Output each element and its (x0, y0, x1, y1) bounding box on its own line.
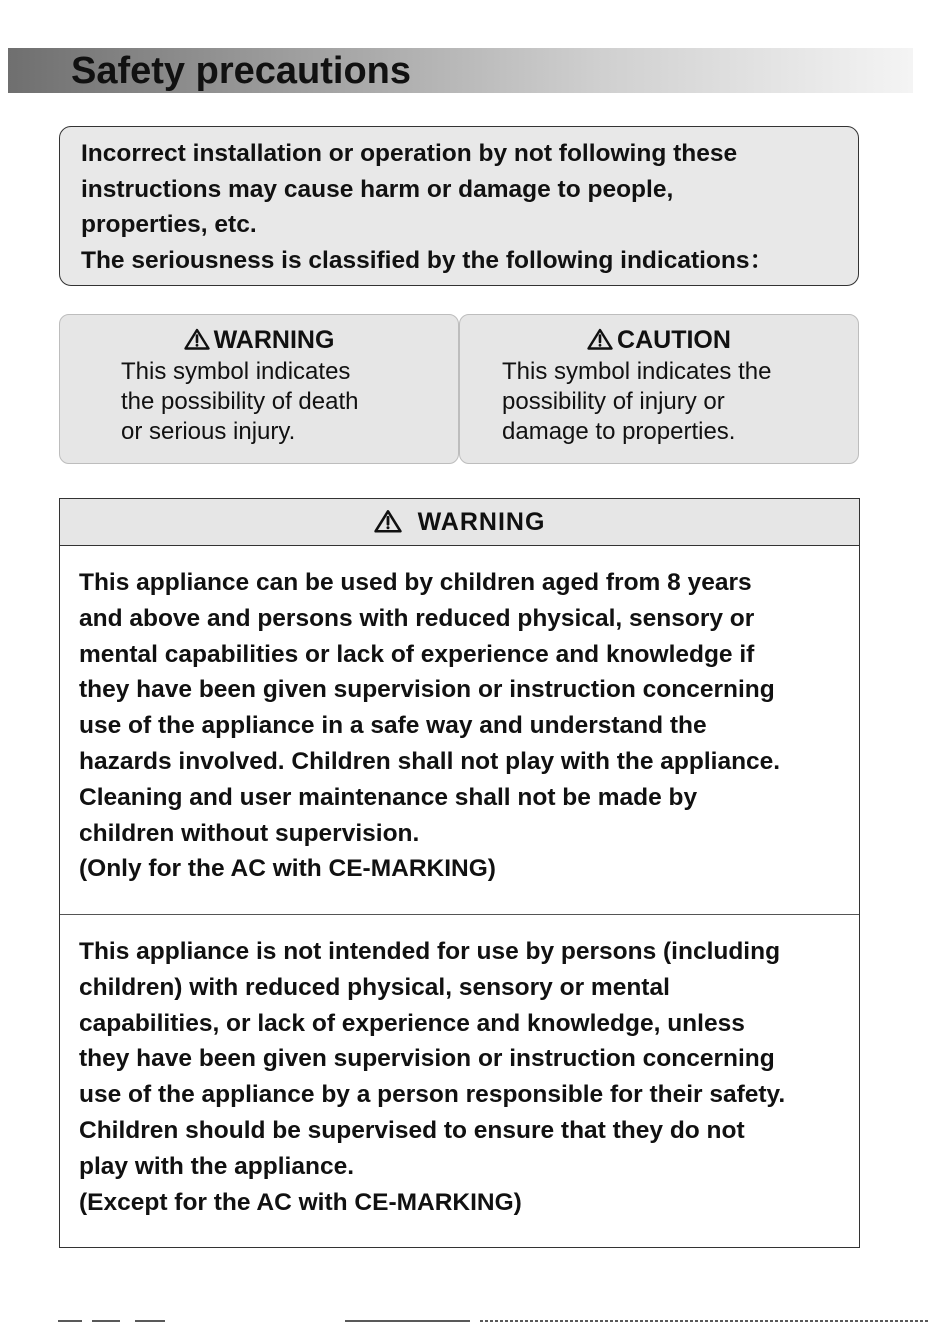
warning-description-line: the possibility of death (121, 388, 359, 415)
warning-section-children-ce (60, 546, 859, 915)
intro-line: Incorrect installation or operation by not following these (81, 140, 738, 167)
warning-text-line: mental capabilities or lack of experience and knowledge if (79, 640, 755, 668)
warning-text-line: they have been given supervision or instruction concerning (79, 676, 775, 704)
warning-text-line: This appliance is not intended for use by persons (including (79, 938, 781, 965)
page-title: Safety precautions (71, 50, 411, 92)
warning-text-line: Cleaning and user maintenance shall not be made by (79, 783, 698, 811)
warning-text-line: use of the appliance in a safe way and understand the (79, 712, 707, 740)
warning-text-line: capabilities, or lack of experience and knowledge, unless (79, 1009, 745, 1037)
warning-text-line: children) with reduced physical, sensory or mental (79, 973, 670, 1001)
warning-triangle-icon (184, 328, 210, 350)
warning-box-title: WARNING (417, 508, 546, 536)
warning-text-line: and above and persons with reduced physical, sensory or (79, 604, 755, 632)
warning-label: WARNING (213, 326, 335, 354)
warning-text-line: play with the appliance. (79, 1152, 355, 1180)
warning-content-box (59, 498, 860, 1248)
warning-description-line: or serious injury. (121, 418, 296, 445)
warning-text-line: children without supervision. (79, 819, 420, 847)
warning-text-line: Children should be supervised to ensure that they do not (79, 1116, 745, 1144)
warning-text-line: hazards involved. Children shall not play with the appliance. (79, 747, 781, 775)
warning-description (121, 357, 358, 447)
caution-label: CAUTION (617, 326, 731, 354)
intro-notice-box (59, 126, 859, 286)
warning-text-line: use of the appliance by a person responsible for their safety. (79, 1081, 786, 1109)
caution-description (502, 357, 771, 447)
caution-description-line: damage to properties. (502, 418, 736, 445)
caution-description-line: This symbol indicates the (502, 358, 772, 385)
intro-line: properties, etc. (81, 211, 257, 238)
intro-line: instructions may cause harm or damage to people, (81, 175, 674, 203)
warning-text-line: (Except for the AC with CE-MARKING) (79, 1188, 522, 1216)
warning-text-line: they have been given supervision or instruction concerning (79, 1045, 775, 1073)
warning-text-line: This appliance can be used by children aged from 8 years (79, 569, 752, 596)
warning-symbol-box (59, 314, 459, 464)
caution-description-line: possibility of injury or (502, 388, 725, 415)
page-edge-marks (0, 1318, 933, 1324)
warning-triangle-icon (374, 509, 402, 533)
intro-line: The seriousness is classified by the following indications： (81, 246, 774, 274)
warning-triangle-icon (587, 328, 613, 350)
section-header-bar (8, 48, 913, 93)
warning-symbol-title (60, 325, 458, 355)
warning-box-header (60, 499, 859, 546)
caution-symbol-box (459, 314, 859, 464)
warning-section-non-ce (60, 915, 859, 1247)
caution-symbol-title (460, 325, 858, 355)
warning-text-line: (Only for the AC with CE-MARKING) (79, 855, 496, 883)
warning-description-line: This symbol indicates (121, 358, 351, 385)
